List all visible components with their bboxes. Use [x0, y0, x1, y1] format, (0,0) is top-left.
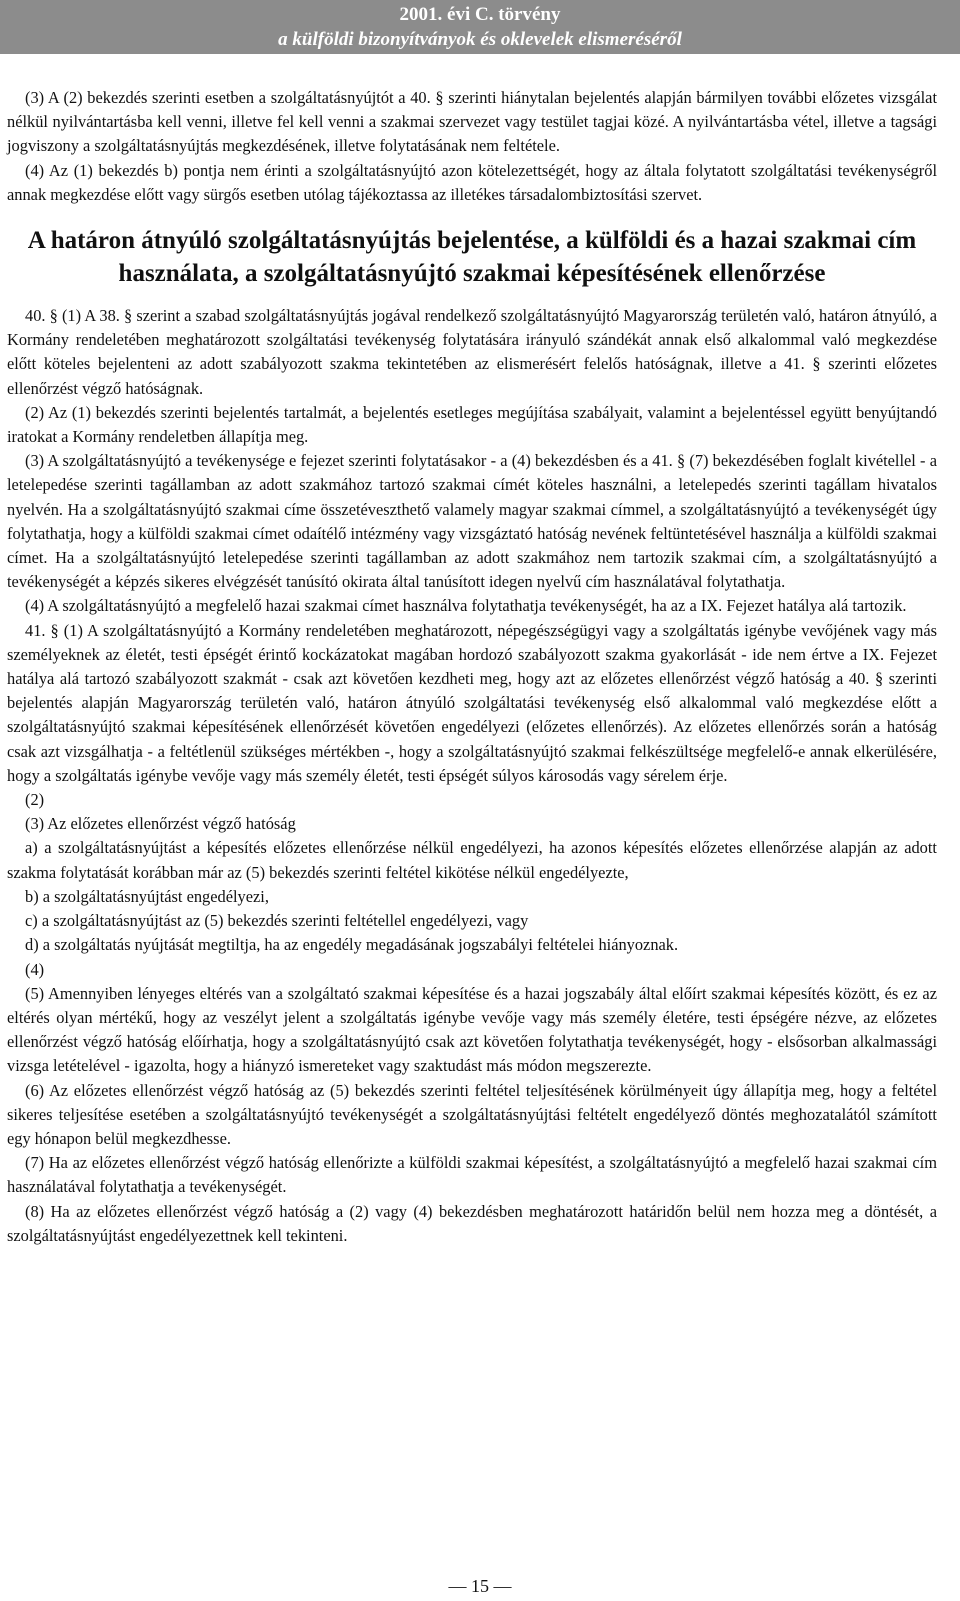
paragraph: (6) Az előzetes ellenőrzést végző hatóság az (5) bekezdés szerinti feltétel teljesítésének körülményeit úgy állapítja meg, hogy a feltétel sikeres teljesítése esetében a szolgáltatásnyújtó tevékenységét a szolgáltatásnyújtási feltételt engedélyező döntés meghozatalától számított egy hónapon belül megkezdhesse.: [7, 1080, 937, 1148]
paragraph: 40. § (1) A 38. § szerint a szabad szolgáltatásnyújtás jogával rendelkező szolgáltatásnyújtó Magyarország területén való, határon átnyúló, a Kormány rendeletében meghatározott szolgáltatási tevékenység folytatására irányuló szándékát annak első alkalommal való megkezdése előtt köteles bejelenteni az adott szabályozott szakma tekintetében az elismerésért felelős hatóságnak, illetve a 41. § szerinti előzetes ellenőrzést végző hatóságnak.: [7, 306, 937, 398]
header-subtitle: a külföldi bizonyítványok és oklevelek elismeréséről: [278, 29, 682, 50]
paragraph: (7) Ha az előzetes ellenőrzést végző hatóság ellenőrizte a külföldi szakmai képesítést, a szolgáltatásnyújtó a megfelelő hazai szakmai cím használatával folytathatja a tevékenységét.: [7, 1153, 937, 1197]
paragraph: (3) A szolgáltatásnyújtó a tevékenysége e fejezet szerinti folytatásakor - a (4) bekezdésben és a 41. § (7) bekezdésében foglalt kivétellel - a letelepedése szerinti tagállamban az adott szakmához tartozó szakmai címét köteles használni, a letelepedés szerinti tagállam hivatalos nyelvén. Ha a szolgáltatásnyújtó szakmai címe összetéveszthető valamely magyar szakmai címmel, a szolgáltatásnyújtó a tevékenységét úgy folytathatja, hogy a külföldi szakmai címet odaítélő intézmény vagy vizsgáztató hatóság nevének feltüntetésével használja a külföldi szakmai címet. Ha a szolgáltatásnyújtó letelepedése szerinti tagállamban az adott szakmához nem tartozik szakmai cím, a szolgáltatásnyújtó a tevékenységét a képzés sikeres elvégzését tanúsító okirata által tanúsított idegen nyelvű cím használatával folytathatja.: [7, 451, 937, 592]
list-item: b) a szolgáltatásnyújtást engedélyezi,: [25, 886, 269, 906]
paragraph: (4) A szolgáltatásnyújtó a megfelelő hazai szakmai címet használva folytathatja tevékenységét, ha az a IX. Fejezet hatálya alá tartozik.: [25, 596, 907, 616]
document-body: [7, 86, 937, 1248]
page-header: [0, 0, 960, 54]
section-heading: A határon átnyúló szolgáltatásnyújtás bejelentése, a külföldi és a hazai szakmai cím használata, a szolgáltatásnyújtó szakmai képesítésének ellenőrzése: [27, 227, 917, 288]
paragraph: (4): [25, 959, 45, 979]
paragraph: (3) A (2) bekezdés szerinti esetben a szolgáltatásnyújtót a 40. § szerinti hiánytalan bejelentés alapján bármilyen további előzetes vizsgálat nélkül nyilvántartásba kell venni, illetve fel kell venni a szakmai szervezet vagy testület tagjai közé. A nyilvántartásba vétel, illetve a tagsági jogviszony a szolgáltatásnyújtás megkezdésének, illetve folytatásának nem feltétele.: [7, 88, 937, 156]
paragraph: (8) Ha az előzetes ellenőrzést végző hatóság a (2) vagy (4) bekezdésben meghatározott határidőn belül nem hozza meg a döntését, a szolgáltatásnyújtást engedélyezettnek kell tekinteni.: [7, 1201, 937, 1245]
page-number: — 15 —: [448, 1576, 512, 1596]
list-item: c) a szolgáltatásnyújtást az (5) bekezdés szerinti feltétellel engedélyezi, vagy: [25, 911, 529, 931]
header-title: 2001. évi C. törvény: [399, 4, 561, 25]
paragraph: 41. § (1) A szolgáltatásnyújtó a Kormány rendeletében meghatározott, népegészségügyi vagy a szolgáltatás igénybe vevőjének vagy más személyeknek az életét, testi épségét érintő kockázatokat magában hordozó szabályozott szakma gyakorlását - ide nem értve a IX. Fejezet hatálya alá tartozó szabályozott szakmát - csak azt követően kezdheti meg, hogy azt az előzetes ellenőrzést végző hatóság a 40. § szerinti bejelentés alapján Magyarország területén való, határon átnyúló szolgáltatási tevékenység első alkalommal való megkezdése előtt a szolgáltatásnyújtó szakmai képesítésének ellenőrzését követően engedélyezi (előzetes ellenőrzés). Az előzetes ellenőrzés során a hatóság csak azt vizsgálhatja - a feltétlenül szükséges mértékben -, hogy a szolgáltatásnyújtó szakmai felkészültsége megfelelő-e annak elkerülésére, hogy a szolgáltatás igénybe vevője vagy más személy életét, testi épségét súlyos károsodás vagy sérelem érje.: [7, 620, 937, 785]
paragraph: (2) Az (1) bekezdés szerinti bejelentés tartalmát, a bejelentés esetleges megújítása szabályait, valamint a bejelentéssel együtt benyújtandó iratokat a Kormány rendeletben állapítja meg.: [7, 402, 937, 447]
list-item: a) a szolgáltatásnyújtást a képesítés előzetes ellenőrzése nélkül engedélyezi, ha azonos képesítés előzetes ellenőrzése alapján az adott szakma folytatását korábban már az (5) bekezdés szerinti feltétel kikötése nélkül engedélyezte,: [7, 838, 937, 882]
paragraph: (5) Amennyiben lényeges eltérés van a szolgáltató szakmai képesítése és a hazai jogszabály által előírt szakmai képesítés között, és ez az eltérés olyan mértékű, hogy az veszélyt jelent a szolgáltatás igénybe vevője vagy más személy életére, testi épségére nézve, az előzetes ellenőrzést végző hatóság előírhatja, hogy a szolgáltatásnyújtó csak azt követően folytathatja tevékenységét, hogy - elsősorban alkalmassági vizsga letételével - igazolta, hogy a hiányzó ismereteket vagy szaktudást más módon megszerezte.: [7, 983, 937, 1076]
paragraph: (2): [25, 790, 45, 810]
paragraph: (3) Az előzetes ellenőrzést végző hatóság: [25, 814, 296, 834]
list-item: d) a szolgáltatás nyújtását megtiltja, ha az engedély megadásának jogszabályi feltételei hiányoznak.: [25, 935, 679, 955]
paragraph: (4) Az (1) bekezdés b) pontja nem érinti a szolgáltatásnyújtó azon kötelezettségét, hogy az általa folytatott szolgáltatási tevékenységről annak megkezdése előtt vagy sürgős esetben utólag tájékoztassa az illetékes társadalombiztosítási szervet.: [7, 160, 937, 204]
